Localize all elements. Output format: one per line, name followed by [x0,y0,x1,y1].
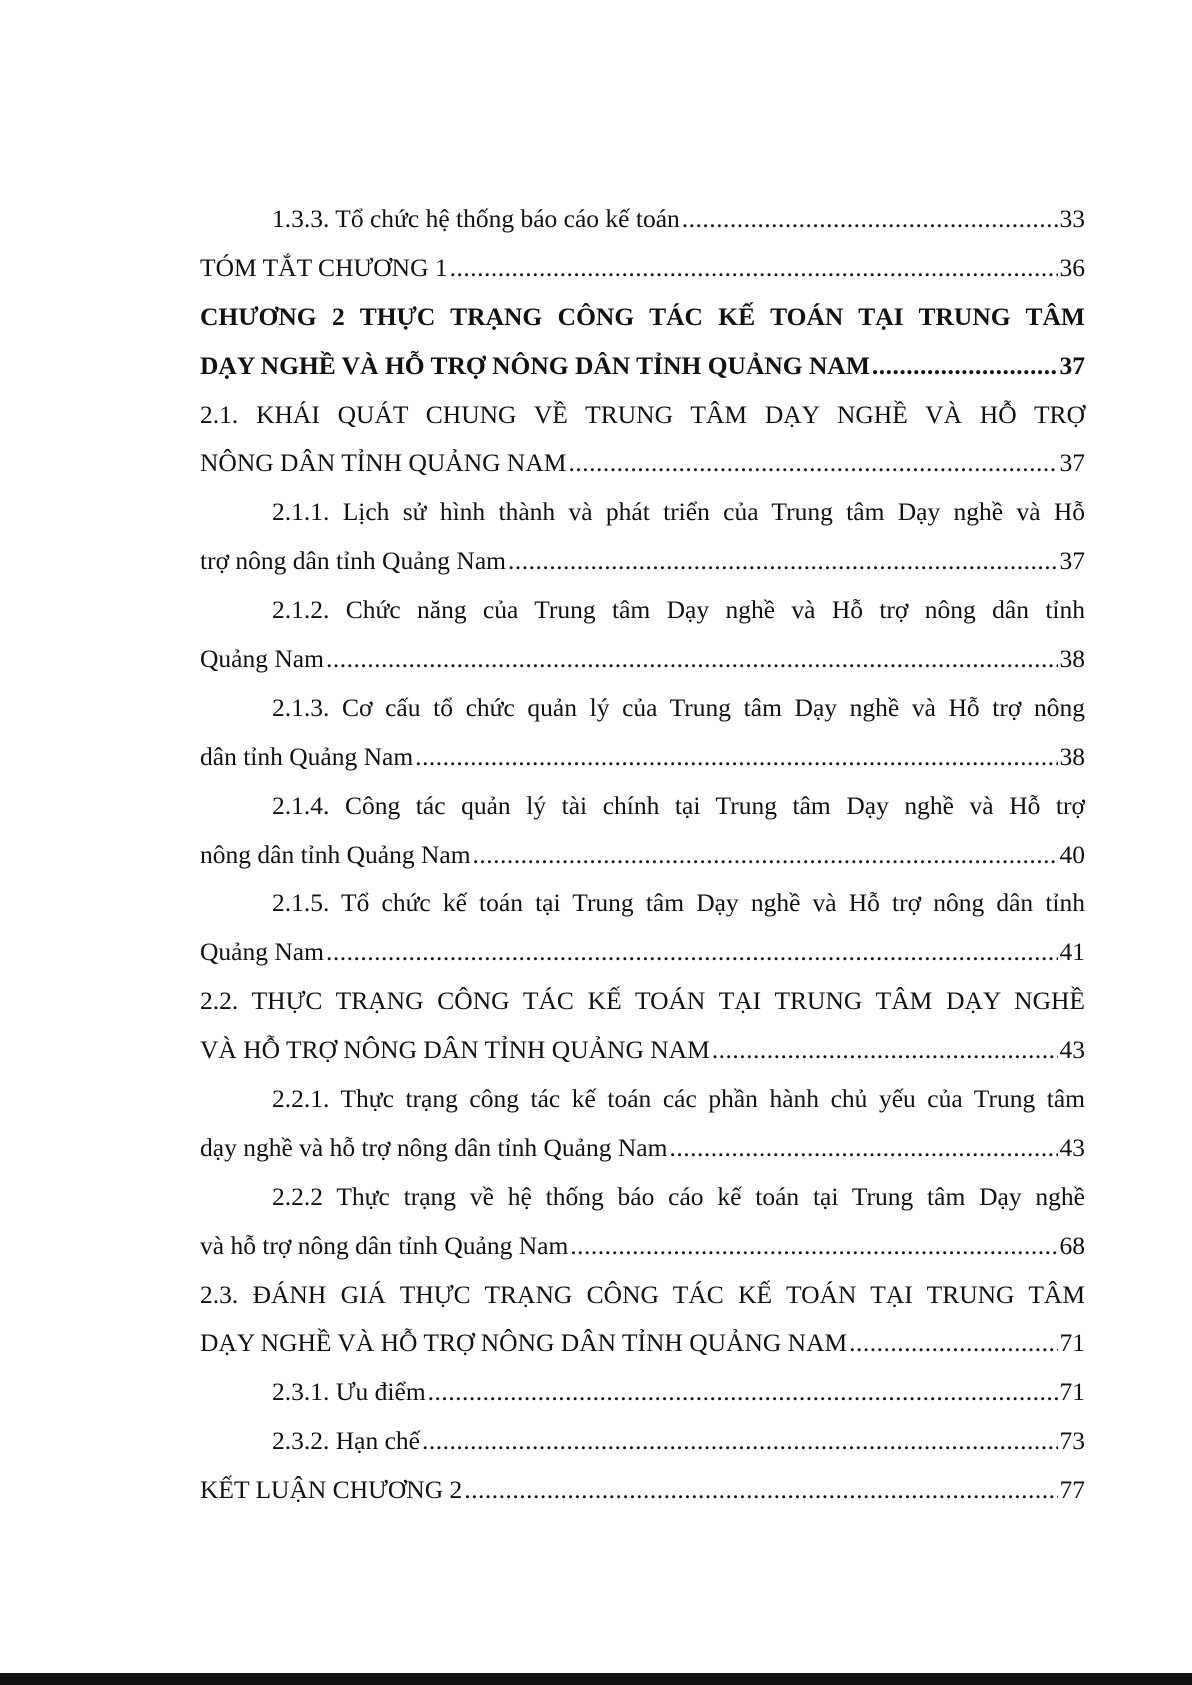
toc-entry-2-1-5[interactable] [200,879,1085,977]
toc-page-number: 37 [1059,350,1085,380]
toc-entry-title-line2 [200,928,1085,977]
toc-page-number: 41 [1059,937,1085,967]
toc-page-number: 37 [1059,546,1085,576]
toc-entry-title: và hỗ trợ nông dân tỉnh Quảng Nam [200,1230,569,1260]
toc-page-number: 33 [1059,204,1085,233]
toc-leader-dots [422,1417,1058,1466]
toc-entry-title-line1: 2.3. ĐÁNH GIÁ THỰC TRẠNG CÔNG TÁC KẾ TOÁN TẠI TRUNG TÂM [200,1279,1085,1309]
toc-page-number: 40 [1059,839,1085,869]
toc-page-number: 43 [1059,1132,1085,1162]
toc-leader-dots [415,733,1057,782]
toc-page-number: 43 [1059,1035,1085,1065]
toc-page-number: 36 [1059,252,1085,282]
toc-leader-dots [682,195,1058,244]
toc-entry-title: dân tỉnh Quảng Nam [200,741,414,771]
toc-leader-dots [326,635,1058,684]
toc-entry-title: TÓM TẮT CHƯƠNG 1 [200,252,448,282]
toc-entry-title-line1: 2.1.1. Lịch sử hình thành và phát triển của Trung tâm Dạy nghề và Hỗ [272,497,1085,527]
toc-entry-title-line1: CHƯƠNG 2 THỰC TRẠNG CÔNG TÁC KẾ TOÁN TẠI TRUNG TÂM [200,301,1085,331]
toc-entry-2-1-2[interactable] [200,586,1085,684]
toc-entry-title-line1: 2.1.3. Cơ cấu tổ chức quản lý của Trung tâm Dạy nghề và Hỗ trợ nông [272,692,1085,722]
toc-entry-2-2[interactable] [200,977,1085,1075]
toc-page-number: 38 [1059,644,1085,674]
toc-entry-title-line2 [200,635,1085,684]
toc-entry-title: VÀ HỖ TRỢ NÔNG DÂN TỈNH QUẢNG NAM [200,1035,710,1065]
toc-leader-dots [669,1124,1057,1173]
page-bottom-border [0,1673,1192,1685]
toc-page-number: 73 [1059,1426,1085,1456]
toc-entry-title: 2.3.2. Hạn chế [272,1426,420,1456]
toc-leader-dots [570,1222,1057,1271]
table-of-contents [200,195,1085,1515]
toc-entry-2-1[interactable] [200,391,1085,489]
toc-page-number: 38 [1059,741,1085,771]
toc-entry-tom-tat-chuong-1[interactable] [200,244,1085,293]
toc-entry-title-line1: 2.2. THỰC TRẠNG CÔNG TÁC KẾ TOÁN TẠI TRUNG TÂM DẠY NGHỀ [200,986,1085,1016]
toc-entry-2-1-3[interactable] [200,684,1085,782]
toc-leader-dots [473,831,1058,880]
toc-entry-title: 1.3.3. Tổ chức hệ thống báo cáo kế toán [272,204,680,233]
toc-leader-dots [464,1466,1057,1515]
toc-entry-1-3-3[interactable] [200,195,1085,244]
toc-leader-dots [872,342,1058,391]
toc-entry-2-2-2[interactable] [200,1173,1085,1271]
toc-entry-title-line2 [200,1124,1085,1173]
toc-entry-title: trợ nông dân tỉnh Quảng Nam [200,546,506,576]
toc-entry-2-3[interactable] [200,1271,1085,1369]
toc-leader-dots [508,537,1058,586]
toc-entry-2-2-1[interactable] [200,1075,1085,1173]
toc-entry-title: dạy nghề và hỗ trợ nông dân tỉnh Quảng Nam [200,1132,668,1162]
toc-page-number: 71 [1059,1377,1085,1407]
toc-entry-title-line1: 2.1.5. Tổ chức kế toán tại Trung tâm Dạy nghề và Hỗ trợ nông dân tỉnh [272,888,1085,918]
toc-entry-title-line1: 2.1.2. Chức năng của Trung tâm Dạy nghề và Hỗ trợ nông dân tỉnh [272,595,1085,625]
toc-entry-title-line2 [200,733,1085,782]
toc-entry-chuong-2[interactable] [200,293,1085,391]
toc-entry-title-line1: 2.2.1. Thực trạng công tác kế toán các phần hành chủ yếu của Trung tâm [272,1084,1085,1114]
toc-entry-title-line1: 2.2.2 Thực trạng về hệ thống báo cáo kế toán tại Trung tâm Dạy nghề [272,1181,1085,1211]
toc-page-number: 37 [1059,448,1085,478]
toc-page-number: 68 [1059,1230,1085,1260]
toc-leader-dots [712,1026,1058,1075]
toc-entry-title-line2 [200,537,1085,586]
toc-entry-title: DẠY NGHỀ VÀ HỖ TRỢ NÔNG DÂN TỈNH QUẢNG NAM [200,1328,848,1358]
toc-entry-title: Quảng Nam [200,644,324,674]
toc-entry-2-1-4[interactable] [200,782,1085,880]
toc-page-number: 77 [1059,1475,1085,1505]
toc-entry-title: nông dân tỉnh Quảng Nam [200,839,471,869]
toc-entry-2-3-2[interactable] [200,1417,1085,1466]
toc-entry-title: NÔNG DÂN TỈNH QUẢNG NAM [200,448,567,478]
toc-leader-dots [428,1368,1058,1417]
toc-entry-title-line2 [200,831,1085,880]
toc-entry-2-3-1[interactable] [200,1368,1085,1417]
toc-entry-title-line2 [200,439,1085,488]
toc-entry-title: DẠY NGHỀ VÀ HỖ TRỢ NÔNG DÂN TỈNH QUẢNG NAM [200,350,870,380]
toc-entry-title-line2 [200,1319,1085,1368]
toc-entry-title-line2 [200,342,1085,391]
toc-entry-title: Quảng Nam [200,937,324,967]
toc-entry-title-line2 [200,1026,1085,1075]
toc-entry-title-line1: 2.1.4. Công tác quản lý tài chính tại Trung tâm Dạy nghề và Hỗ trợ [272,790,1085,820]
toc-entry-title-line2 [200,1222,1085,1271]
toc-entry-ket-luan-chuong-2[interactable] [200,1466,1085,1515]
toc-leader-dots [568,439,1057,488]
toc-leader-dots [326,928,1058,977]
toc-page-number: 71 [1059,1328,1085,1358]
toc-leader-dots [450,244,1058,293]
toc-entry-title-line1: 2.1. KHÁI QUÁT CHUNG VỀ TRUNG TÂM DẠY NGHỀ VÀ HỖ TRỢ [200,399,1085,429]
toc-leader-dots [849,1319,1057,1368]
toc-entry-title: KẾT LUẬN CHƯƠNG 2 [200,1475,463,1505]
toc-entry-2-1-1[interactable] [200,488,1085,586]
toc-entry-title: 2.3.1. Ưu điểm [272,1377,426,1407]
